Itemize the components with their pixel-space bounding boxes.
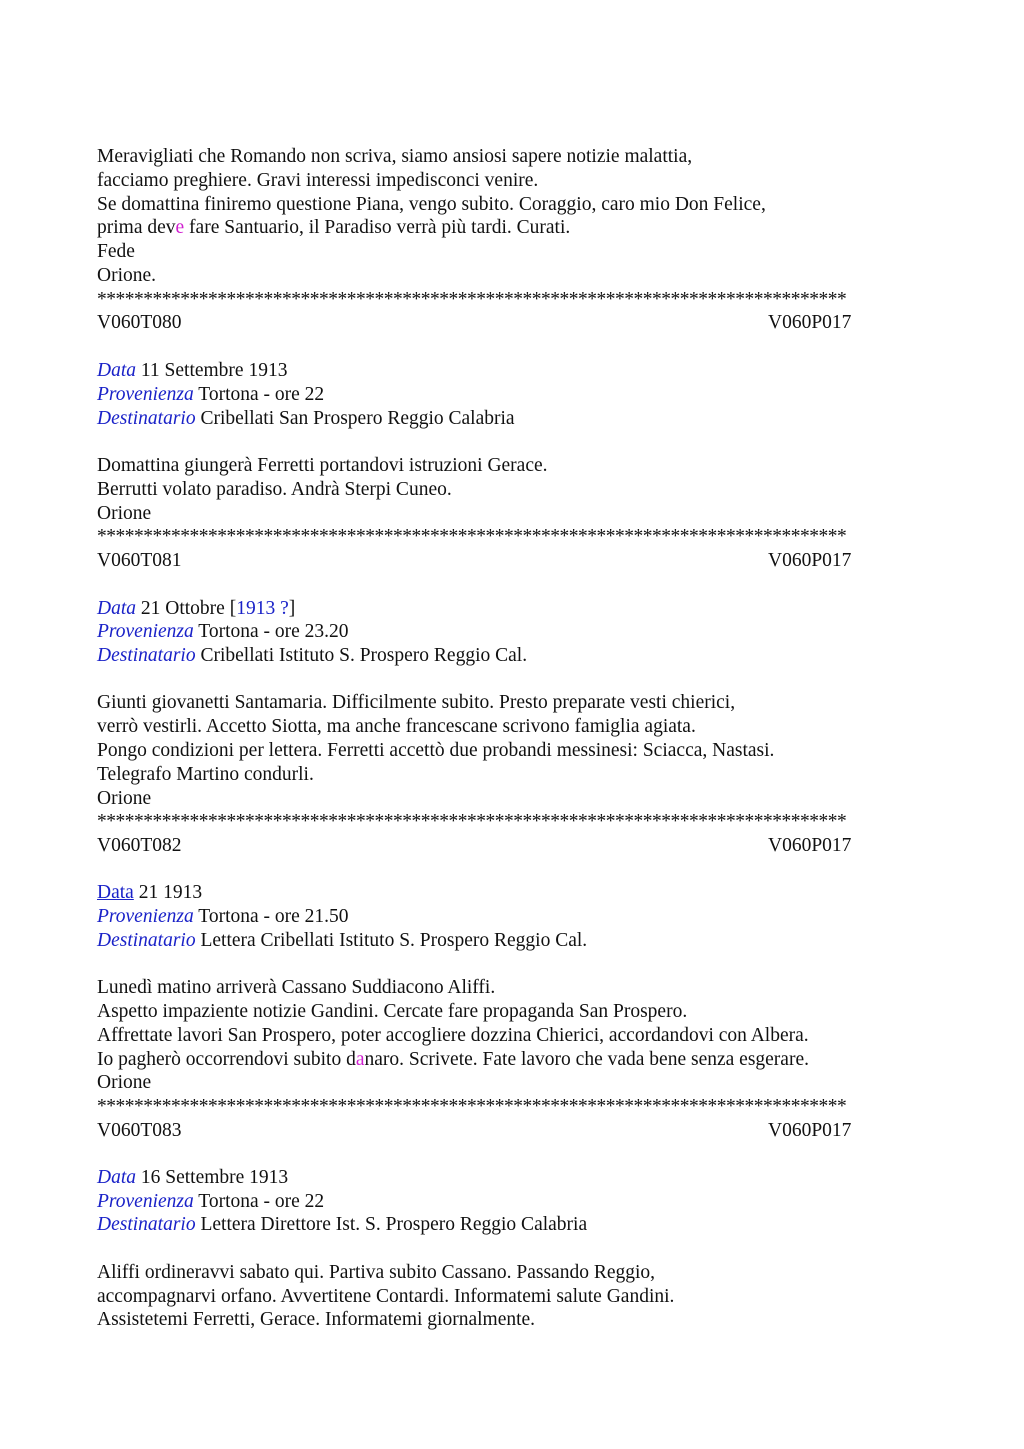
provenienza-label: Provenienza (97, 906, 194, 927)
page-code: V060P017 (768, 1120, 852, 1141)
year-note: 1913 ? (236, 598, 289, 619)
provenienza-row: Provenienza Tortona - ore 22 (97, 1191, 325, 1212)
destinatario-row: Destinatario Cribellati San Prospero Reggio Calabria (97, 408, 515, 429)
signature: Orione (97, 503, 152, 524)
provenienza-label: Provenienza (97, 621, 194, 642)
body-line: Affrettate lavori San Prospero, poter accogliere dozzina Chierici, accordandovi con Albera. (97, 1025, 809, 1046)
data-link[interactable]: Data (97, 882, 134, 903)
body-line: verrò vestirli. Accetto Siotta, ma anche francescane scrivono famiglia agiata. (97, 716, 696, 737)
destinatario-row: Destinatario Lettera Cribellati Istituto S. Prospero Reggio Cal. (97, 930, 588, 951)
body-line: Berrutti volato paradiso. Andrà Sterpi Cuneo. (97, 479, 452, 500)
destinatario-row: Destinatario Cribellati Istituto S. Prospero Reggio Cal. (97, 645, 528, 666)
body-line: Lunedì matino arriverà Cassano Suddiacono Aliffi. (97, 977, 496, 998)
separator: ********************************************************************************* (97, 811, 847, 832)
telegram-code: V060T083 (97, 1120, 182, 1141)
provenienza-label: Provenienza (97, 384, 194, 405)
page-code: V060P017 (768, 835, 852, 856)
highlighted-letter: e (175, 217, 185, 238)
intro-line: Se domattina finiremo questione Piana, vengo subito. Coraggio, caro mio Don Felice, (97, 194, 766, 215)
data-row: Data 21 Ottobre [1913 ?] (97, 598, 296, 619)
provenienza-row: Provenienza Tortona - ore 23.20 (97, 621, 349, 642)
provenienza-row: Provenienza Tortona - ore 22 (97, 384, 325, 405)
provenienza-label: Provenienza (97, 1191, 194, 1212)
destinatario-row: Destinatario Lettera Direttore Ist. S. Prospero Reggio Calabria (97, 1214, 588, 1235)
page-code: V060P017 (768, 550, 852, 571)
highlighted-letter: a (355, 1049, 365, 1070)
destinatario-label: Destinatario (97, 645, 196, 666)
destinatario-label: Destinatario (97, 930, 196, 951)
separator: ********************************************************************************* (97, 526, 847, 547)
signature: Orione (97, 788, 152, 809)
body-line: Assistetemi Ferretti, Gerace. Informatemi giornalmente. (97, 1309, 536, 1330)
intro-line: Meravigliati che Romando non scriva, siamo ansiosi sapere notizie malattia, (97, 146, 693, 167)
telegram-code: V060T081 (97, 550, 182, 571)
provenienza-row: Provenienza Tortona - ore 21.50 (97, 906, 349, 927)
body-line: Pongo condizioni per lettera. Ferretti accettò due probandi messinesi: Sciacca, Nastasi. (97, 740, 775, 761)
body-line: Io pagherò occorrendovi subito danaro. Scrivete. Fate lavoro che vada bene senza esgerare. (97, 1049, 809, 1070)
destinatario-label: Destinatario (97, 1214, 196, 1235)
body-line: Aliffi ordineravvi sabato qui. Partiva subito Cassano. Passando Reggio, (97, 1262, 656, 1283)
intro-signature: Orione. (97, 265, 157, 286)
intro-line: prima deve fare Santuario, il Paradiso verrà più tardi. Curati. (97, 217, 571, 238)
data-row: Data 11 Settembre 1913 (97, 360, 288, 381)
page-code: V060P017 (768, 312, 852, 333)
data-label: Data (97, 598, 136, 619)
intro-fede: Fede (97, 241, 135, 262)
data-label: Data (97, 360, 136, 381)
body-line: Domattina giungerà Ferretti portandovi istruzioni Gerace. (97, 455, 548, 476)
destinatario-label: Destinatario (97, 408, 196, 429)
body-line: Giunti giovanetti Santamaria. Difficilmente subito. Presto preparate vesti chierici, (97, 692, 736, 713)
separator: ********************************************************************************* (97, 1096, 847, 1117)
body-line: Telegrafo Martino condurli. (97, 764, 314, 785)
data-row: Data 21 1913 (97, 882, 203, 903)
data-label: Data (97, 1167, 136, 1188)
intro-line: facciamo preghiere. Gravi interessi impedisconci venire. (97, 170, 539, 191)
signature: Orione (97, 1072, 152, 1093)
telegram-code: V060T080 (97, 312, 182, 333)
body-line: Aspetto impaziente notizie Gandini. Cercate fare propaganda San Prospero. (97, 1001, 688, 1022)
data-row: Data 16 Settembre 1913 (97, 1167, 289, 1188)
separator: ********************************************************************************* (97, 289, 847, 310)
body-line: accompagnarvi orfano. Avvertitene Contardi. Informatemi salute Gandini. (97, 1286, 675, 1307)
telegram-code: V060T082 (97, 835, 182, 856)
